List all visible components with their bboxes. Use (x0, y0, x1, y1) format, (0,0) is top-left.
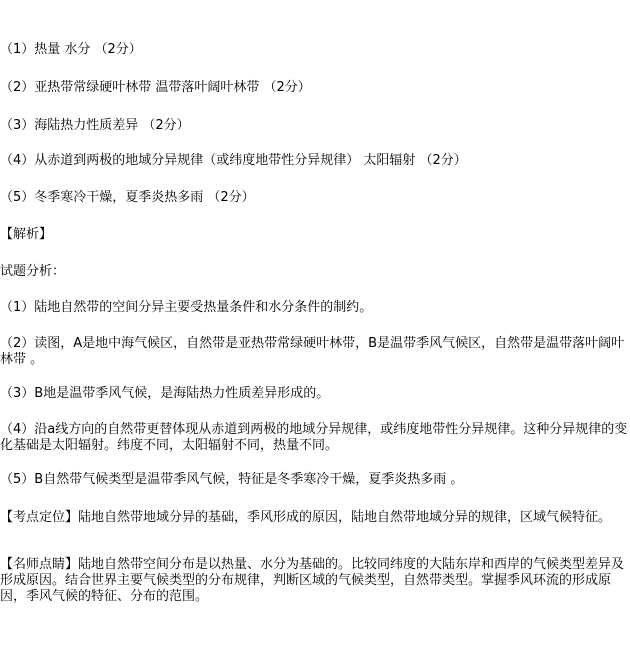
analysis-line-5: （5）B自然带气候类型是温带季风气候，特征是冬季寒冷干燥，夏季炎热多雨 。 (0, 472, 464, 487)
analysis-line-3: （3）B地是温带季风气候，是海陆热力性质差异形成的。 (0, 386, 330, 401)
answer-line-4: （4）从赤道到两极的地域分异规律（或纬度地带性分异规律） 太阳辐射 （2分） (0, 153, 467, 168)
analysis-line-4: （4）沿a线方向的自然带更替体现从赤道到两极的地域分异规律，或纬度地带性分异规律。这种分异规律的变化基础是太阳辐射。纬度不同，太阳辐射不同，热量不同。 (0, 422, 628, 453)
kaodian-note: 【考点定位】陆地自然带地域分异的基础，季风形成的原因，陆地自然带地域分异的规律，区域气候特征。 (0, 510, 612, 525)
answer-line-5: （5）冬季寒冷干燥，夏季炎热多雨 （2分） (0, 190, 255, 205)
answer-line-1: （1）热量 水分 （2分） (0, 42, 142, 57)
analysis-line-2: （2）读图，A是地中海气候区，自然带是亚热带常绿硬叶林带，B是温带季风气候区，自然带是温带落叶阔叶林带 。 (0, 336, 625, 367)
analysis-heading: 【解析】 (0, 227, 53, 242)
analysis-line-1: （1）陆地自然带的空间分异主要受热量条件和水分条件的制约。 (0, 300, 373, 315)
answer-line-2: （2）亚热带常绿硬叶林带 温带落叶阔叶林带 （2分） (0, 80, 311, 95)
answer-line-3: （3）海陆热力性质差异 （2分） (0, 118, 190, 133)
analysis-intro: 试题分析： (0, 264, 66, 279)
mingshi-note: 【名师点睛】陆地自然带空间分布是以热量、水分为基础的。比较同纬度的大陆东岸和西岸的气候类型差异及形成原因。结合世界主要气候类型的分布规律，判断区域的气候类型，自然带类型。掌握季风环流的形成原因，季风气候的特征、分布的范围。 (0, 557, 625, 604)
